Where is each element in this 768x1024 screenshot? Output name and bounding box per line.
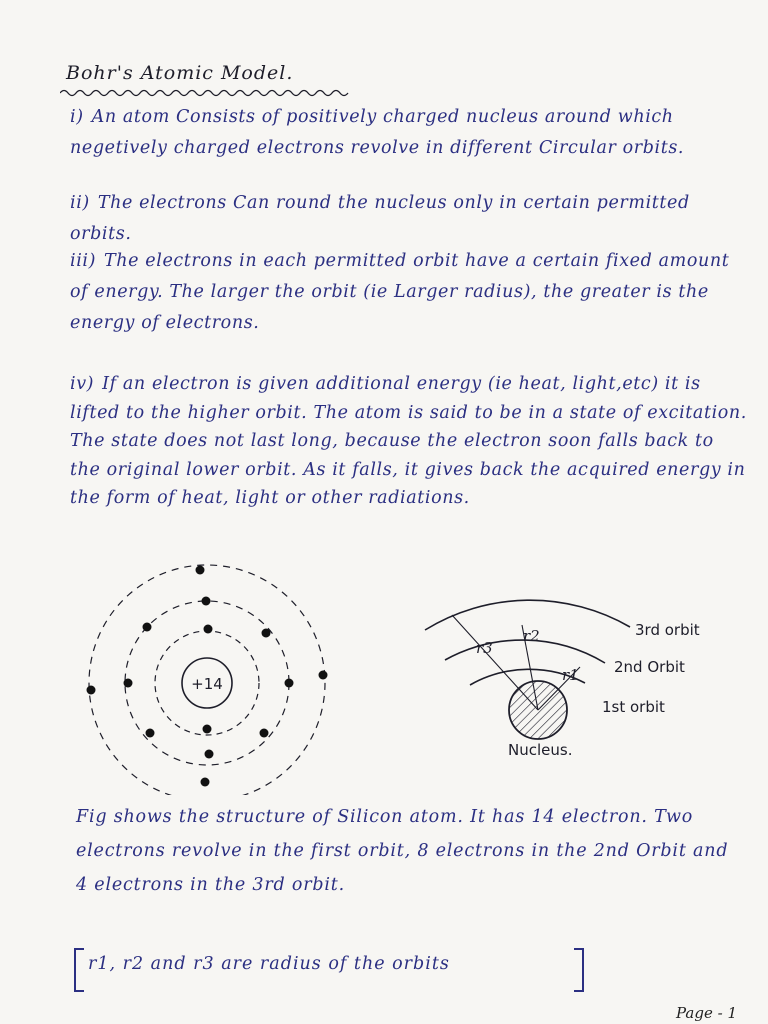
electron xyxy=(196,566,205,575)
label-nucleus: Nucleus. xyxy=(508,741,573,759)
point-2-number: ii) xyxy=(70,193,90,213)
point-1-number: i) xyxy=(70,107,84,127)
electron xyxy=(124,679,133,688)
nucleus-charge-label: +14 xyxy=(191,675,223,693)
radius-r1-label: r1 xyxy=(562,666,579,684)
electron xyxy=(205,750,214,759)
electron xyxy=(203,725,212,734)
point-4-text: If an electron is given additional energy (ie heat, light,etc) it is lifted to the higher orbit. The atom is said to be in a state of excitation. The state does not last long, because the electron soon falls back to the original lower orbit. As it falls, it gives back the acquired energy in the form of heat, light or other radiations. xyxy=(70,374,747,508)
label-1st-orbit: 1st orbit xyxy=(602,698,665,716)
page-title: Bohr's Atomic Model. xyxy=(66,62,294,84)
point-2-text: The electrons Can round the nucleus only in certain permitted orbits. xyxy=(70,193,690,244)
electron xyxy=(146,729,155,738)
electron xyxy=(143,623,152,632)
electron xyxy=(202,597,211,606)
electron xyxy=(87,686,96,695)
silicon-atom xyxy=(87,565,328,795)
point-4 xyxy=(70,370,750,513)
electron xyxy=(262,629,271,638)
electron xyxy=(260,729,269,738)
point-3-number: iii) xyxy=(70,251,97,271)
point-1 xyxy=(70,102,750,164)
label-2nd-orbit: 2nd Orbit xyxy=(614,658,685,676)
page-number: Page - 1 xyxy=(676,1004,737,1022)
radius-note: r1, r2 and r3 are radius of the orbits xyxy=(88,954,450,974)
title-underline xyxy=(60,88,360,98)
figure-caption: Fig shows the structure of Silicon atom. It has 14 electron. Two electrons revolve in the first orbit, 8 electrons in the 2nd Orbit and 4 electrons in the 3rd orbit. xyxy=(76,807,729,895)
label-3rd-orbit: 3rd orbit xyxy=(635,621,700,639)
point-3-text: The electrons in each permitted orbit have a certain fixed amount of energy. The larger the orbit (ie Larger radius), the greater is the energy of electrons. xyxy=(70,251,730,333)
note-bracket-right xyxy=(574,948,584,992)
point-2 xyxy=(70,188,750,250)
arc-3rd-orbit xyxy=(425,600,630,630)
orbit-radius-diagram xyxy=(425,600,700,759)
electron xyxy=(201,778,210,787)
point-3 xyxy=(70,246,750,339)
point-1-text: An atom Consists of positively charged nucleus around which negetively charged electrons revolve in different Circular orbits. xyxy=(70,107,685,158)
electron xyxy=(204,625,213,634)
electron xyxy=(319,671,328,680)
electron xyxy=(285,679,294,688)
radius-r3-label: r3 xyxy=(476,639,493,657)
atom-diagram xyxy=(0,555,768,795)
point-4-number: iv) xyxy=(70,374,95,394)
radius-r2-label: r2 xyxy=(523,627,540,645)
